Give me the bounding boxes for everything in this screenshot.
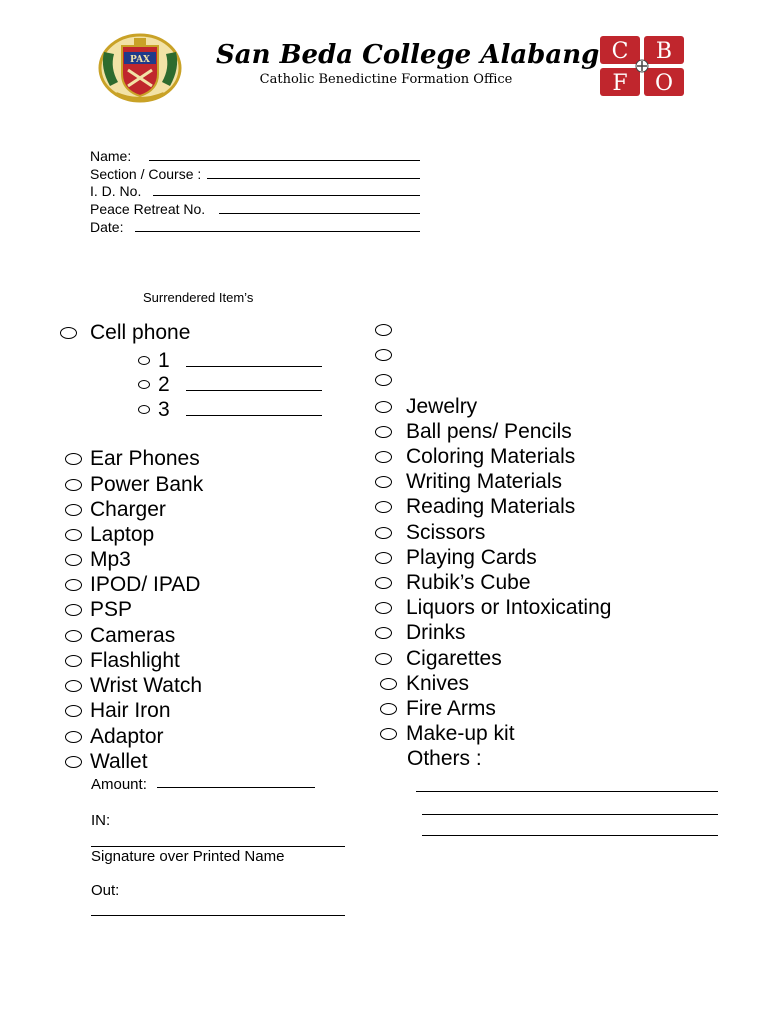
date-field-line[interactable] (135, 231, 420, 232)
psp-label: PSP (90, 598, 133, 621)
cell-phone-checkbox[interactable] (60, 327, 77, 339)
cell-phone-slot-1-checkbox[interactable] (138, 356, 150, 365)
office-name: Catholic Benedictine Formation Office (259, 72, 513, 87)
item-liquors (375, 597, 611, 618)
make-up-kit-label: Make-up kit (406, 722, 515, 745)
cell-phone-slot-2-label: 2 (158, 373, 170, 396)
laptop-checkbox[interactable] (65, 529, 82, 541)
item-wrist-watch (65, 675, 202, 696)
item-power-bank (65, 474, 203, 495)
reading-materials-label: Reading Materials (406, 495, 576, 518)
writing-materials-label: Writing Materials (406, 470, 562, 493)
cell-phone-slot-3-checkbox[interactable] (138, 405, 150, 414)
blank-checkbox-2 (375, 348, 392, 366)
wrist-watch-checkbox[interactable] (65, 680, 82, 692)
others-line-3[interactable] (422, 835, 718, 836)
ball-pens-checkbox[interactable] (375, 426, 392, 438)
blank-2-checkbox[interactable] (375, 349, 392, 361)
item-cameras (65, 625, 175, 646)
signature-caption: Signature over Printed Name (91, 848, 285, 865)
wallet-checkbox[interactable] (65, 756, 82, 768)
liquors-label: Liquors or Intoxicating (406, 596, 612, 619)
name-field-label: Name: (90, 148, 132, 164)
item-playing-cards (375, 547, 537, 568)
cell-phone-slot-2-blank[interactable] (186, 390, 322, 391)
section-course-field-line[interactable] (207, 178, 420, 179)
cell-phone-slot-1-label: 1 (158, 349, 170, 372)
fire-arms-checkbox[interactable] (380, 703, 397, 715)
item-reading-materials (375, 496, 575, 517)
wallet-label: Wallet (90, 750, 148, 773)
out-label: Out: (91, 882, 120, 899)
item-knives (380, 673, 469, 694)
item-scissors (375, 522, 485, 543)
blank-checkbox-3 (375, 373, 392, 391)
item-ipod-ipad (65, 574, 200, 595)
ipod-ipad-label: IPOD/ IPAD (90, 573, 201, 596)
peace-retreat-field-row (90, 199, 420, 217)
power-bank-checkbox[interactable] (65, 479, 82, 491)
flashlight-label: Flashlight (90, 649, 180, 672)
rubiks-cube-label: Rubik’s Cube (406, 571, 531, 594)
item-psp (65, 599, 132, 620)
cell-phone-slot-1-blank[interactable] (186, 366, 322, 367)
item-drinks (375, 622, 466, 643)
section-course-field-label: Section / Course : (90, 166, 202, 182)
cameras-label: Cameras (90, 624, 176, 647)
name-field-line[interactable] (149, 160, 420, 161)
ball-pens-label: Ball pens/ Pencils (406, 420, 572, 443)
knives-checkbox[interactable] (380, 678, 397, 690)
ipod-ipad-checkbox[interactable] (65, 579, 82, 591)
playing-cards-checkbox[interactable] (375, 552, 392, 564)
ear-phones-label: Ear Phones (90, 447, 200, 470)
cell-phone-slot-2 (138, 374, 322, 395)
id-no-field-line[interactable] (153, 195, 420, 196)
item-mp3 (65, 549, 131, 570)
item-wallet (65, 751, 148, 772)
cigarettes-label: Cigarettes (406, 647, 502, 670)
jewelry-label: Jewelry (406, 395, 478, 418)
item-make-up-kit (380, 723, 515, 744)
item-cigarettes (375, 648, 502, 669)
cell-phone-slot-2-checkbox[interactable] (138, 380, 150, 389)
coloring-materials-checkbox[interactable] (375, 451, 392, 463)
reading-materials-checkbox[interactable] (375, 501, 392, 513)
item-jewelry (375, 396, 477, 417)
scissors-checkbox[interactable] (375, 527, 392, 539)
item-laptop (65, 524, 154, 545)
playing-cards-label: Playing Cards (406, 546, 537, 569)
item-charger (65, 499, 166, 520)
cell-phone-item (60, 322, 190, 343)
item-rubiks-cube (375, 572, 531, 593)
mp3-checkbox[interactable] (65, 554, 82, 566)
make-up-kit-checkbox[interactable] (380, 728, 397, 740)
id-no-field-label: I. D. No. (90, 183, 142, 199)
psp-checkbox[interactable] (65, 604, 82, 616)
laptop-label: Laptop (90, 523, 155, 546)
blank-checkbox-1 (375, 323, 392, 341)
cbfo-letter-f: F (612, 71, 628, 96)
writing-materials-checkbox[interactable] (375, 476, 392, 488)
fire-arms-label: Fire Arms (406, 697, 496, 720)
power-bank-label: Power Bank (90, 473, 204, 496)
adaptor-checkbox[interactable] (65, 731, 82, 743)
cell-phone-slot-3 (138, 399, 322, 420)
item-coloring-materials (375, 446, 575, 467)
others-line-1[interactable] (416, 791, 718, 792)
cbfo-letter-c: C (611, 39, 629, 64)
item-ball-pens (375, 421, 572, 442)
knives-label: Knives (406, 672, 470, 695)
date-field-row (90, 217, 420, 235)
college-name: San Beda College Alabang (216, 40, 600, 70)
drinks-checkbox[interactable] (375, 627, 392, 639)
flashlight-checkbox[interactable] (65, 655, 82, 667)
in-signature-line[interactable] (91, 846, 345, 847)
liquors-checkbox[interactable] (375, 602, 392, 614)
cbfo-letter-b: B (655, 39, 673, 64)
hair-iron-label: Hair Iron (90, 699, 171, 722)
item-fire-arms (380, 698, 496, 719)
out-signature-line[interactable] (91, 915, 345, 916)
coloring-materials-label: Coloring Materials (406, 445, 576, 468)
section-course-field-row (90, 164, 420, 182)
amount-label: Amount: (91, 776, 147, 793)
cameras-checkbox[interactable] (65, 630, 82, 642)
adaptor-label: Adaptor (90, 725, 164, 748)
name-field-row (90, 146, 420, 164)
cell-phone-label: Cell phone (90, 321, 191, 344)
amount-row (91, 776, 315, 793)
hair-iron-checkbox[interactable] (65, 705, 82, 717)
item-writing-materials (375, 471, 562, 492)
mp3-label: Mp3 (90, 548, 131, 571)
jewelry-checkbox[interactable] (375, 401, 392, 413)
cell-phone-slot-1 (138, 350, 322, 371)
blank-3-checkbox[interactable] (375, 374, 392, 386)
charger-label: Charger (90, 498, 166, 521)
cell-phone-slot-3-blank[interactable] (186, 415, 322, 416)
rubiks-cube-checkbox[interactable] (375, 577, 392, 589)
peace-retreat-field-line[interactable] (219, 213, 420, 214)
ear-phones-checkbox[interactable] (65, 453, 82, 465)
item-flashlight (65, 650, 180, 671)
item-hair-iron (65, 700, 171, 721)
peace-retreat-field-label: Peace Retreat No. (90, 201, 206, 217)
others-label: Others : (407, 747, 482, 770)
others-line-2[interactable] (422, 814, 718, 815)
college-seal-logo (96, 32, 184, 104)
id-no-field-row (90, 181, 420, 199)
scissors-label: Scissors (406, 521, 486, 544)
cell-phone-slot-3-label: 3 (158, 398, 170, 421)
item-ear-phones (65, 448, 200, 469)
amount-line[interactable] (157, 787, 315, 788)
blank-1-checkbox[interactable] (375, 324, 392, 336)
date-field-label: Date: (90, 219, 124, 235)
wrist-watch-label: Wrist Watch (90, 674, 203, 697)
charger-checkbox[interactable] (65, 504, 82, 516)
cbfo-logo (600, 36, 684, 96)
seal-motto: PAX (129, 55, 151, 65)
drinks-label: Drinks (406, 621, 466, 644)
item-adaptor (65, 726, 164, 747)
cigarettes-checkbox[interactable] (375, 653, 392, 665)
cbfo-letter-o: O (654, 71, 674, 96)
in-label: IN: (91, 812, 111, 829)
surrendered-items-heading: Surrendered Item’s (143, 290, 254, 305)
